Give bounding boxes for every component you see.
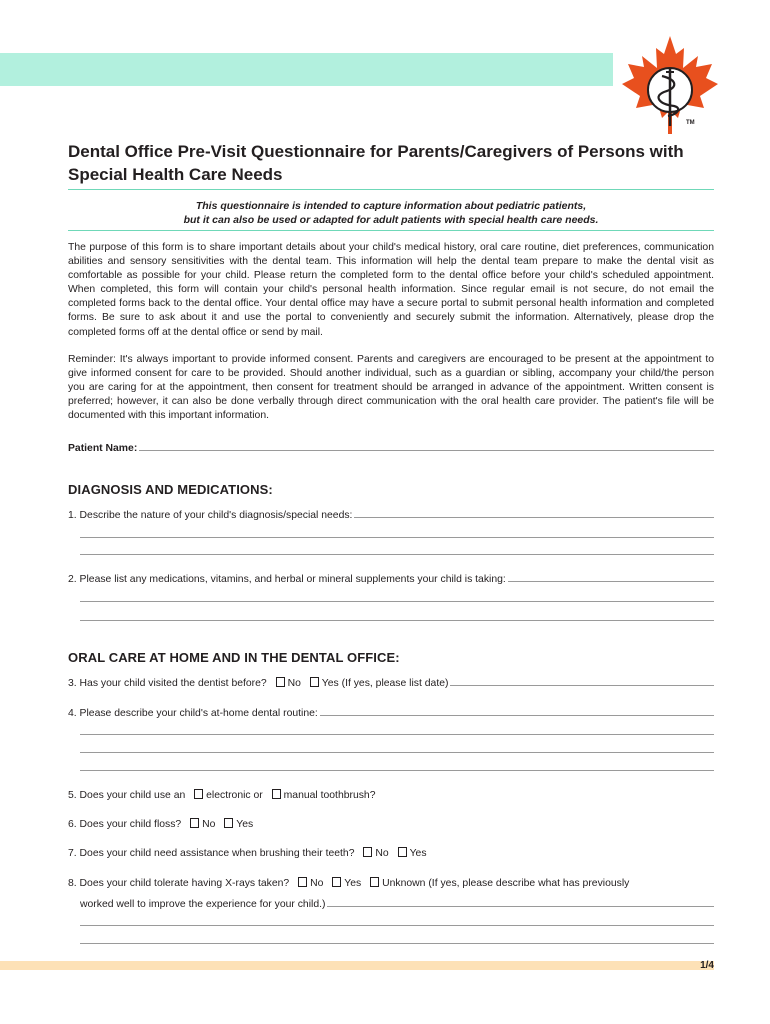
question-2[interactable]: [68, 571, 714, 585]
question-8-yes-label: Yes: [344, 878, 362, 889]
question-5: [68, 789, 376, 803]
question-7-no-checkbox[interactable]: [363, 847, 372, 857]
question-7: [68, 847, 427, 861]
question-8-line-2[interactable]: [80, 925, 714, 926]
question-3: [68, 675, 714, 689]
question-3-no-label: No: [287, 678, 301, 689]
question-6-yes-checkbox[interactable]: [224, 818, 233, 828]
question-8-no-checkbox[interactable]: [298, 877, 307, 887]
question-7-yes-label: Yes: [409, 848, 427, 859]
question-8-continued[interactable]: [80, 896, 714, 910]
question-3-yes-checkbox[interactable]: [310, 677, 319, 687]
question-6-no-label: No: [202, 819, 216, 830]
question-4-line-2[interactable]: [80, 734, 714, 735]
electronic-toothbrush-checkbox[interactable]: [194, 789, 203, 799]
question-3-no-checkbox[interactable]: [276, 677, 285, 687]
title-rule: [68, 189, 714, 190]
question-5-label: 5. Does your child use an: [68, 790, 186, 801]
question-3-label: 3. Has your child visited the dentist before?: [68, 678, 267, 689]
page-title: [68, 140, 728, 186]
question-2-line[interactable]: [508, 580, 714, 582]
question-8-line2-label: worked well to improve the experience for your child.): [80, 899, 326, 910]
question-7-no-label: No: [375, 848, 389, 859]
patient-name-field[interactable]: [68, 440, 714, 454]
question-8-label: 8. Does your child tolerate having X-rays taken?: [68, 878, 290, 889]
question-6: [68, 818, 253, 832]
question-1-label: 1. Describe the nature of your child's diagnosis/special needs:: [68, 510, 353, 521]
question-6-no-checkbox[interactable]: [190, 818, 199, 828]
question-8-line-3[interactable]: [80, 943, 714, 944]
section-oral-care-heading: ORAL CARE AT HOME AND IN THE DENTAL OFFICE:: [68, 650, 400, 665]
question-6-yes-label: Yes: [236, 819, 254, 830]
question-1-line-3[interactable]: [80, 554, 714, 555]
question-7-label: 7. Does your child need assistance when brushing their teeth?: [68, 848, 355, 859]
question-1[interactable]: [68, 507, 714, 521]
manual-toothbrush-checkbox[interactable]: [272, 789, 281, 799]
section-diagnosis-heading: DIAGNOSIS AND MEDICATIONS:: [68, 482, 273, 497]
header-band: [0, 53, 613, 86]
question-8: [68, 877, 629, 891]
patient-name-label: Patient Name:: [68, 443, 138, 454]
question-2-label: 2. Please list any medications, vitamins, and herbal or mineral supplements your child is taking:: [68, 574, 506, 585]
question-3-date-line[interactable]: [450, 684, 714, 686]
question-2-line-2[interactable]: [80, 601, 714, 602]
question-1-line-2[interactable]: [80, 537, 714, 538]
title-line-1: Dental Office Pre-Visit Questionnaire for Parents/Caregivers of Persons with: [68, 142, 684, 161]
question-4-line[interactable]: [320, 714, 714, 716]
question-8-no-label: No: [310, 878, 324, 889]
intro-line-1: This questionnaire is intended to capture information about pediatric patients,: [195, 200, 587, 212]
question-8-unknown-checkbox[interactable]: [370, 877, 379, 887]
trademark-mark: TM: [686, 120, 695, 126]
question-4-line-4[interactable]: [80, 770, 714, 771]
question-8-line[interactable]: [327, 905, 714, 907]
reminder-paragraph: Reminder: It's always important to provide informed consent. Parents and caregivers are encouraged to be present at the appointment to give informed consent for care to be provided. Should another individual, such as a guardian or sibling, accompany your child/the person you are caring for at the appointment, then consent for treatment should be arranged in advance of the appointment. Written consent is preferred; however, it can also be done verbally through direct communication with the oral health care provider. The patient's file will be documented with this important information.: [68, 354, 714, 422]
question-4-line-3[interactable]: [80, 752, 714, 753]
question-4[interactable]: [68, 705, 714, 719]
question-7-yes-checkbox[interactable]: [398, 847, 407, 857]
title-line-2: Special Health Care Needs: [68, 165, 283, 184]
question-3-yes-label: Yes (If yes, please list date): [321, 678, 449, 689]
patient-name-line[interactable]: [139, 449, 714, 451]
electronic-toothbrush-label: electronic or: [206, 790, 263, 801]
intro-note: [68, 199, 714, 227]
question-4-label: 4. Please describe your child's at-home dental routine:: [68, 708, 318, 719]
manual-toothbrush-label: manual toothbrush?: [283, 790, 376, 801]
page-number: 1/4: [700, 960, 714, 971]
intro-rule: [68, 230, 714, 231]
intro-line-2: but it can also be used or adapted for adult patients with special health care needs.: [183, 214, 599, 226]
question-6-label: 6. Does your child floss?: [68, 819, 182, 830]
maple-leaf-caduceus-logo: [612, 34, 728, 138]
footer-band: [0, 961, 714, 970]
question-8-yes-checkbox[interactable]: [332, 877, 341, 887]
question-8-unknown-label: Unknown (If yes, please describe what has previously: [382, 878, 630, 889]
purpose-paragraph: The purpose of this form is to share important details about your child's medical history, oral care routine, diet preferences, communication abilities and sensory sensitivities with the dental team. This information will help the dental team prepare to make the dental visit as comfortable as possible for your child. Please return the completed form to the dental office before your child's scheduled appointment. When completed, this form will contain your child's personal health information. Since regular email is not secure, do not email the completed forms back to the dental office. Your dental office may have a secure portal to submit personal health information and completed forms. Be sure to ask about it and use the portal to conveniently and securely submit the information. Alternatively, please drop the completed forms off at the dental office or send by mail.: [68, 242, 714, 338]
question-2-line-3[interactable]: [80, 620, 714, 621]
question-1-line[interactable]: [354, 516, 714, 518]
